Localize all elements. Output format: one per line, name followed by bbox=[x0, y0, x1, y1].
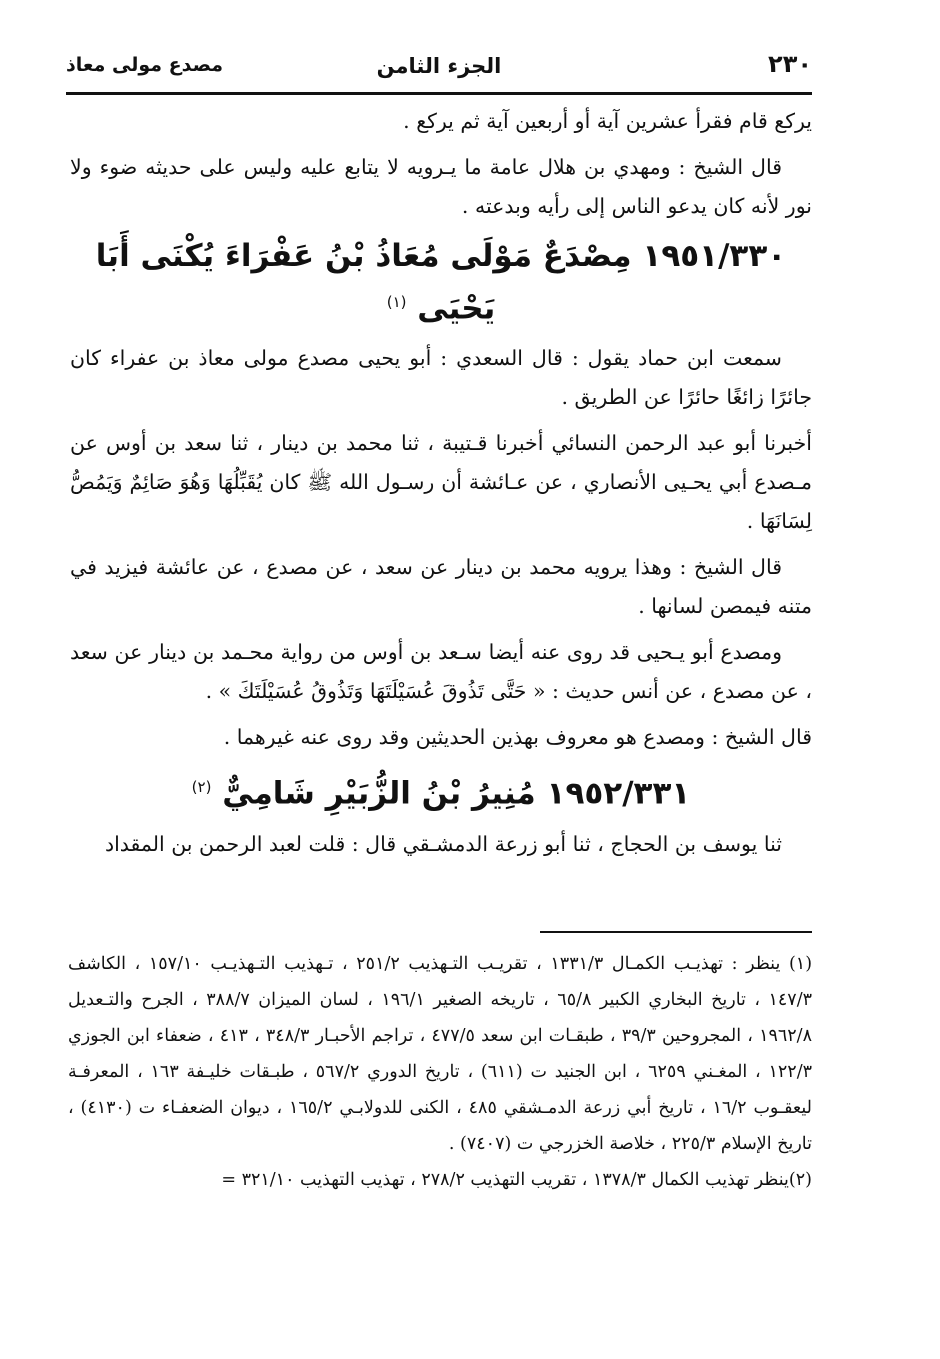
paragraph: سمعت ابن حماد يقول : قال السعدي : أبو يحيى مصدع مولى معاذ بن عفراء كان جائرًا زائغًا حائرًا عن الطريق . bbox=[70, 346, 812, 410]
footnote-rule bbox=[540, 931, 812, 933]
main-text bbox=[70, 102, 812, 871]
running-header bbox=[66, 48, 812, 84]
paragraph: يركع قام فقرأ عشرين آية أو أربعين آية ثم يركع . bbox=[403, 109, 812, 133]
entry-heading-text: ١٩٥١/٣٣٠ مِصْدَعٌ مَوْلَى مُعَاذُ بْنُ عَفْرَاءَ يُكْنَى أَبَا يَحْيَى bbox=[95, 238, 787, 327]
part-title: الجزء الثامن bbox=[376, 54, 502, 78]
paragraph: قال الشيخ : ومصدع هو معروف بهذين الحديثين وقد روى عنه غيرهما . bbox=[223, 725, 812, 750]
entry-heading bbox=[70, 764, 812, 816]
header-rule bbox=[66, 92, 812, 95]
entry-heading bbox=[70, 233, 812, 331]
running-entry-title: مصدع مولى معاذ bbox=[66, 54, 224, 76]
footnotes bbox=[68, 946, 812, 1198]
footnote-marker: (٢) bbox=[191, 778, 212, 797]
paragraph: قال الشيخ : ومهدي بن هلال عامة ما يـرويه لا يتابع عليه وليس على حديثه ضوء ولا نور لأنه كان يدعو الناس إلى رأيه وبدعته . bbox=[70, 155, 812, 218]
footnote: (٢)ينظر تهذيب الكمال ١٣٧٨/٣ ، تقريب التهذيب ٢٧٨/٢ ، تهذيب التهذيب ٣٢١/١٠ = bbox=[221, 1170, 812, 1190]
paragraph: ومصدع أبو يـحيى قد روى عنه أيضا سـعد بن أوس من رواية محـمد بن دينار عن سعد ، عن مصدع ، عن أنس حديث : « حَتَّى تَذُوقَ عُسَيْلَتَهَا وَتَذُوقُ عُسَيْلَتَكَ » . bbox=[70, 640, 812, 704]
page-number: ٢٣٠ bbox=[768, 50, 812, 78]
footnote-marker: (١) bbox=[386, 293, 407, 311]
paragraph: أخبرنا أبو عبد الرحمن النسائي أخبرنا قـتيبة ، ثنا محمد بن دينار ، ثنا سعد بن أوس عن مـصدع أبي يحـيى الأنصاري ، عن عـائشة أن رسـول الله ﷺ كان يُقَبِّلُهَا وَهُوَ صَائِمٌ وَيَمُصُّ لِسَانَهَا . bbox=[70, 431, 812, 534]
entry-heading-text: ١٩٥٢/٣٣١ مُنِيرُ بْنُ الزُّبَيْرِ شَامِيٌّ bbox=[222, 775, 691, 812]
footnote: (١) ينظر : تهذيـب الكمـال ١٣٣١/٣ ، تقريـب التـهذيب ٢٥١/٢ ، تـهذيب التـهذيـب ١٥٧/١٠ ، الكاشف ١٤٧/٣ ، تاريخ البخاري الكبير ٦٥/٨ ، تاريخه الصغير ١٩٦/١ ، لسان الميزان ٣٨٨/٧ ، الجرح والتـعديل ١٩٦٢/٨ ، المجروحين ٣٩/٣ ، طبقـات ابن سعد ٤٧٧/٥ ، تراجم الأحبـار ٣٤٨/٣ ، ٤١٣ ، ضعفاء ابن الجوزي ١٢٢/٣ ، المغـني ٦٢٥٩ ، ابن الجنيد ت (٦١١) ، تاريخ الدوري ٥٦٧/٢ ، طبـقات خليـفة ١٦٣ ، المعرفـة ليعقـوب ١٦/٢ ، تاريخ أبي زرعة الدمـشقي ٤٨٥ ، الكنى للدولابـي ١٦٥/٢ ، ديوان الضعفـاء ت (٤١٣٠) ، تاريخ الإسلام ٢٢٥/٣ ، خلاصة الخزرجي ت (٧٤٠٧) . bbox=[68, 954, 813, 1154]
paragraph: قال الشيخ : وهذا يرويه محمد بن دينار عن سعد ، عن مصدع ، عن عائشة فيزيد في متنه فيمصن لسانها . bbox=[70, 555, 812, 619]
paragraph: ثنا يوسف بن الحجاج ، ثنا أبو زرعة الدمشـقي قال : قلت لعبد الرحمن بن المقداد bbox=[104, 831, 782, 856]
